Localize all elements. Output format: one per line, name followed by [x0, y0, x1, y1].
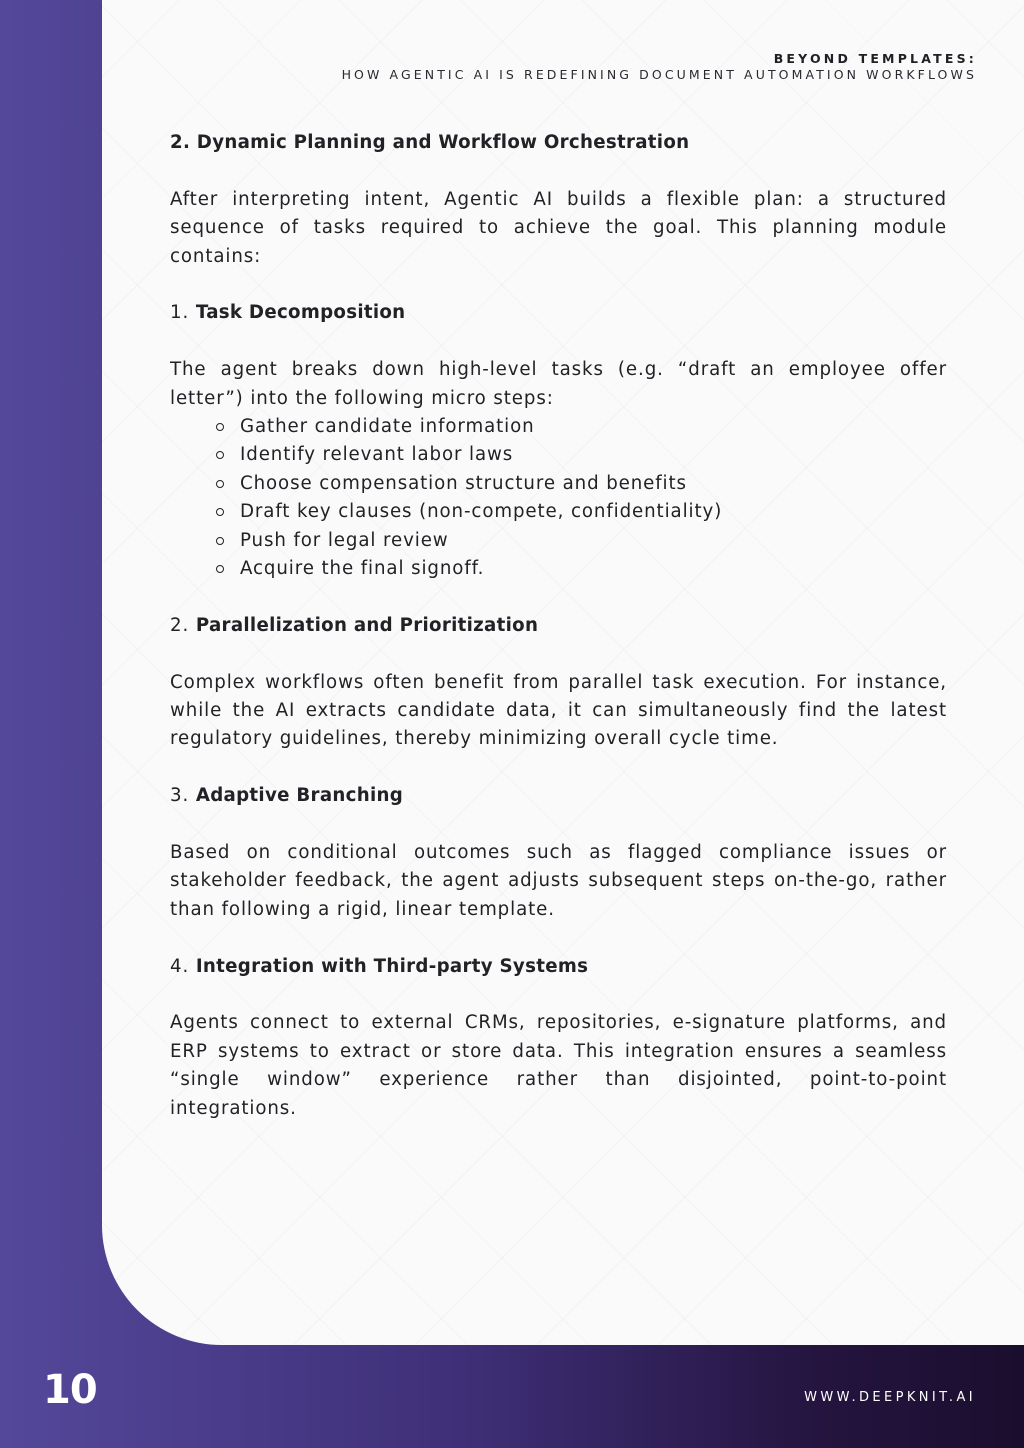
circle-bullet-icon — [216, 508, 224, 516]
list-item-text: Draft key clauses (non-compete, confidentiality) — [240, 501, 723, 523]
list-item — [216, 555, 947, 583]
page-number: 10 — [43, 1367, 97, 1413]
item-number: 3. — [170, 785, 190, 807]
page-card — [102, 0, 1024, 1345]
list-item — [216, 470, 947, 498]
list-item-text: Acquire the final signoff. — [240, 558, 485, 580]
circle-bullet-icon — [216, 423, 224, 431]
item-number: 2. — [170, 614, 190, 636]
item-heading-parallelization — [170, 612, 947, 640]
item-title: Adaptive Branching — [195, 785, 404, 807]
item-heading-task-decomposition — [170, 299, 947, 327]
list-item — [216, 498, 947, 526]
document-header — [342, 51, 977, 83]
list-item — [216, 441, 947, 469]
header-title: BEYOND TEMPLATES: — [773, 51, 977, 66]
section-intro: After interpreting intent, Agentic AI builds a flexible plan: a structured sequence of tasks required to achieve the goal. This planning module contains: — [170, 188, 947, 267]
item-number: 4. — [170, 955, 190, 977]
section-heading: 2. Dynamic Planning and Workflow Orchestration — [170, 132, 690, 153]
item-title: Parallelization and Prioritization — [195, 614, 539, 636]
item-text: Complex workflows often benefit from parallel task execution. For instance, while the AI extracts candidate data, it can simultaneously find the latest regulatory guidelines, thereby minimizing overall cycle time. — [170, 671, 947, 750]
micro-steps-list — [170, 413, 947, 583]
header-subtitle: HOW AGENTIC AI IS REDEFINING DOCUMENT AUTOMATION WORKFLOWS — [341, 67, 977, 82]
circle-bullet-icon — [216, 480, 224, 488]
item-heading-adaptive-branching — [170, 782, 947, 810]
list-item-text: Choose compensation structure and benefits — [240, 472, 687, 494]
circle-bullet-icon — [216, 565, 224, 573]
item-title: Integration with Third-party Systems — [195, 955, 589, 977]
circle-bullet-icon — [216, 451, 224, 459]
item-number: 1. — [170, 302, 190, 324]
page-content — [170, 129, 947, 1151]
list-item-text: Push for legal review — [240, 529, 449, 551]
item-text: Agents connect to external CRMs, repositories, e-signature platforms, and ERP systems to extract or store data. This integration ensures a seamless “single window” experience rather than disjointed, point-to-point integrations. — [170, 1012, 947, 1119]
list-item — [216, 527, 947, 555]
item-text: Based on conditional outcomes such as flagged compliance issues or stakeholder feedback, the agent adjusts subsequent steps on-the-go, rather than following a rigid, linear template. — [170, 842, 947, 920]
footer-website-link[interactable]: WWW.DEEPKNIT.AI — [804, 1390, 976, 1405]
list-item-text: Identify relevant labor laws — [240, 444, 514, 466]
item-title: Task Decomposition — [195, 302, 406, 324]
item-text: The agent breaks down high-level tasks (e.g. “draft an employee offer letter”) into the following micro steps: — [170, 359, 947, 409]
list-item — [216, 413, 947, 441]
circle-bullet-icon — [216, 537, 224, 545]
item-heading-integration — [170, 953, 947, 981]
list-item-text: Gather candidate information — [240, 416, 535, 438]
